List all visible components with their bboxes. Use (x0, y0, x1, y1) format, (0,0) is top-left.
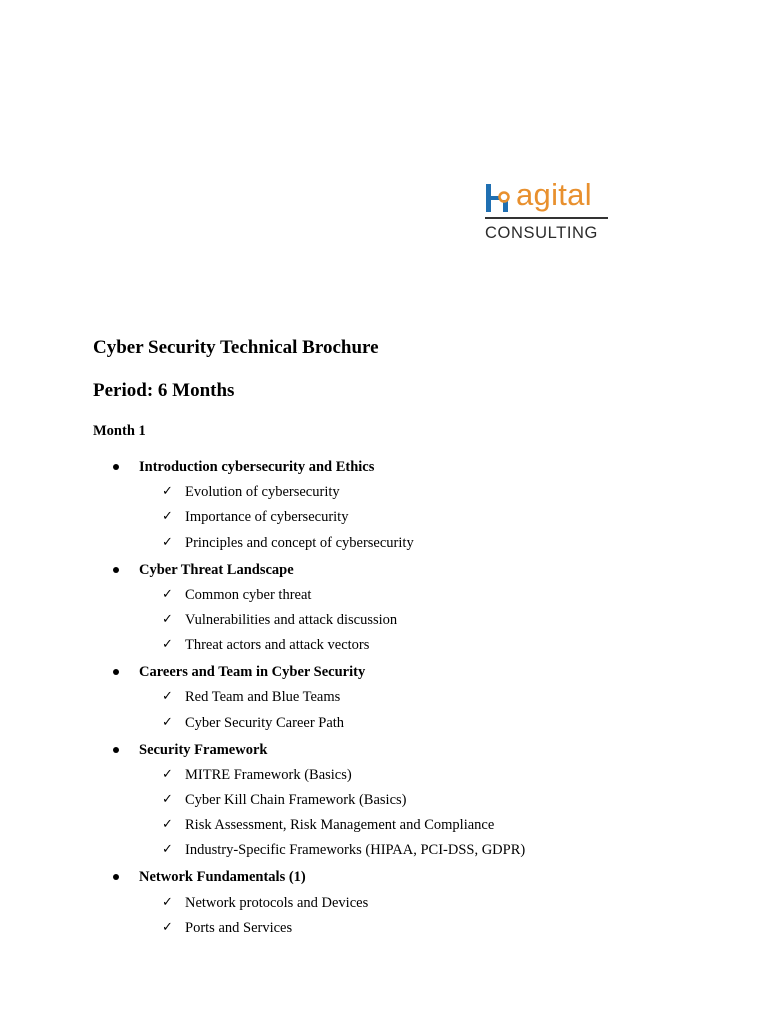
checklist-item-label: Threat actors and attack vectors (185, 637, 370, 654)
check-icon: ✓ (162, 612, 173, 627)
check-icon: ✓ (162, 534, 173, 550)
checklist-item-label: Principles and concept of cybersecurity (185, 534, 414, 551)
checklist-item-label: Cyber Kill Chain Framework (Basics) (185, 792, 407, 808)
check-icon: ✓ (162, 919, 173, 935)
checklist-item-label: Network protocols and Devices (185, 894, 369, 911)
check-icon: ✓ (162, 714, 173, 730)
topic-label: Network Fundamentals (1) (139, 869, 306, 886)
check-icon: ✓ (162, 842, 173, 858)
check-icon: ✓ (162, 509, 173, 525)
check-icon: ✓ (162, 637, 173, 653)
checklist-item-label: Industry-Specific Frameworks (HIPAA, PCI-DSS, GDPR) (185, 842, 526, 859)
bullet-icon (113, 567, 119, 573)
checklist-item-label: Evolution of cybersecurity (185, 484, 340, 501)
topic-label: Security Framework (139, 741, 268, 758)
logo-divider (485, 217, 608, 219)
checklist-item-label: Vulnerabilities and attack discussion (185, 612, 398, 628)
check-icon: ✓ (162, 817, 173, 833)
check-icon: ✓ (162, 766, 173, 782)
checklist-item-label: MITRE Framework (Basics) (185, 766, 352, 783)
logo-subtitle: CONSULTING (485, 224, 598, 242)
checklist-item-label: Ports and Services (185, 919, 293, 936)
topic-label: Careers and Team in Cyber Security (139, 664, 366, 681)
check-icon: ✓ (162, 689, 173, 705)
month-heading: Month 1 (93, 423, 146, 439)
bullet-icon (113, 669, 119, 675)
check-icon: ✓ (162, 894, 173, 910)
bullet-icon (113, 464, 119, 470)
checklist-item-label: Importance of cybersecurity (185, 509, 349, 526)
logo-h-mark-icon (485, 183, 517, 215)
checklist-item-label: Cyber Security Career Path (185, 714, 345, 731)
document-title: Cyber Security Technical Brochure (93, 337, 379, 358)
topic-label: Cyber Threat Landscape (139, 561, 294, 578)
period-heading: Period: 6 Months (93, 380, 235, 401)
check-icon: ✓ (162, 586, 173, 602)
logo-wordmark: agital (516, 177, 592, 212)
check-icon: ✓ (162, 484, 173, 500)
check-icon: ✓ (162, 792, 173, 807)
topic-label: Introduction cybersecurity and Ethics (139, 459, 375, 475)
checklist-item-label: Common cyber threat (185, 586, 312, 603)
bullet-icon (113, 747, 119, 753)
checklist-item-label: Risk Assessment, Risk Management and Compliance (185, 817, 495, 834)
bullet-icon (113, 874, 119, 880)
company-logo (485, 177, 610, 244)
checklist-item-label: Red Team and Blue Teams (185, 689, 341, 706)
